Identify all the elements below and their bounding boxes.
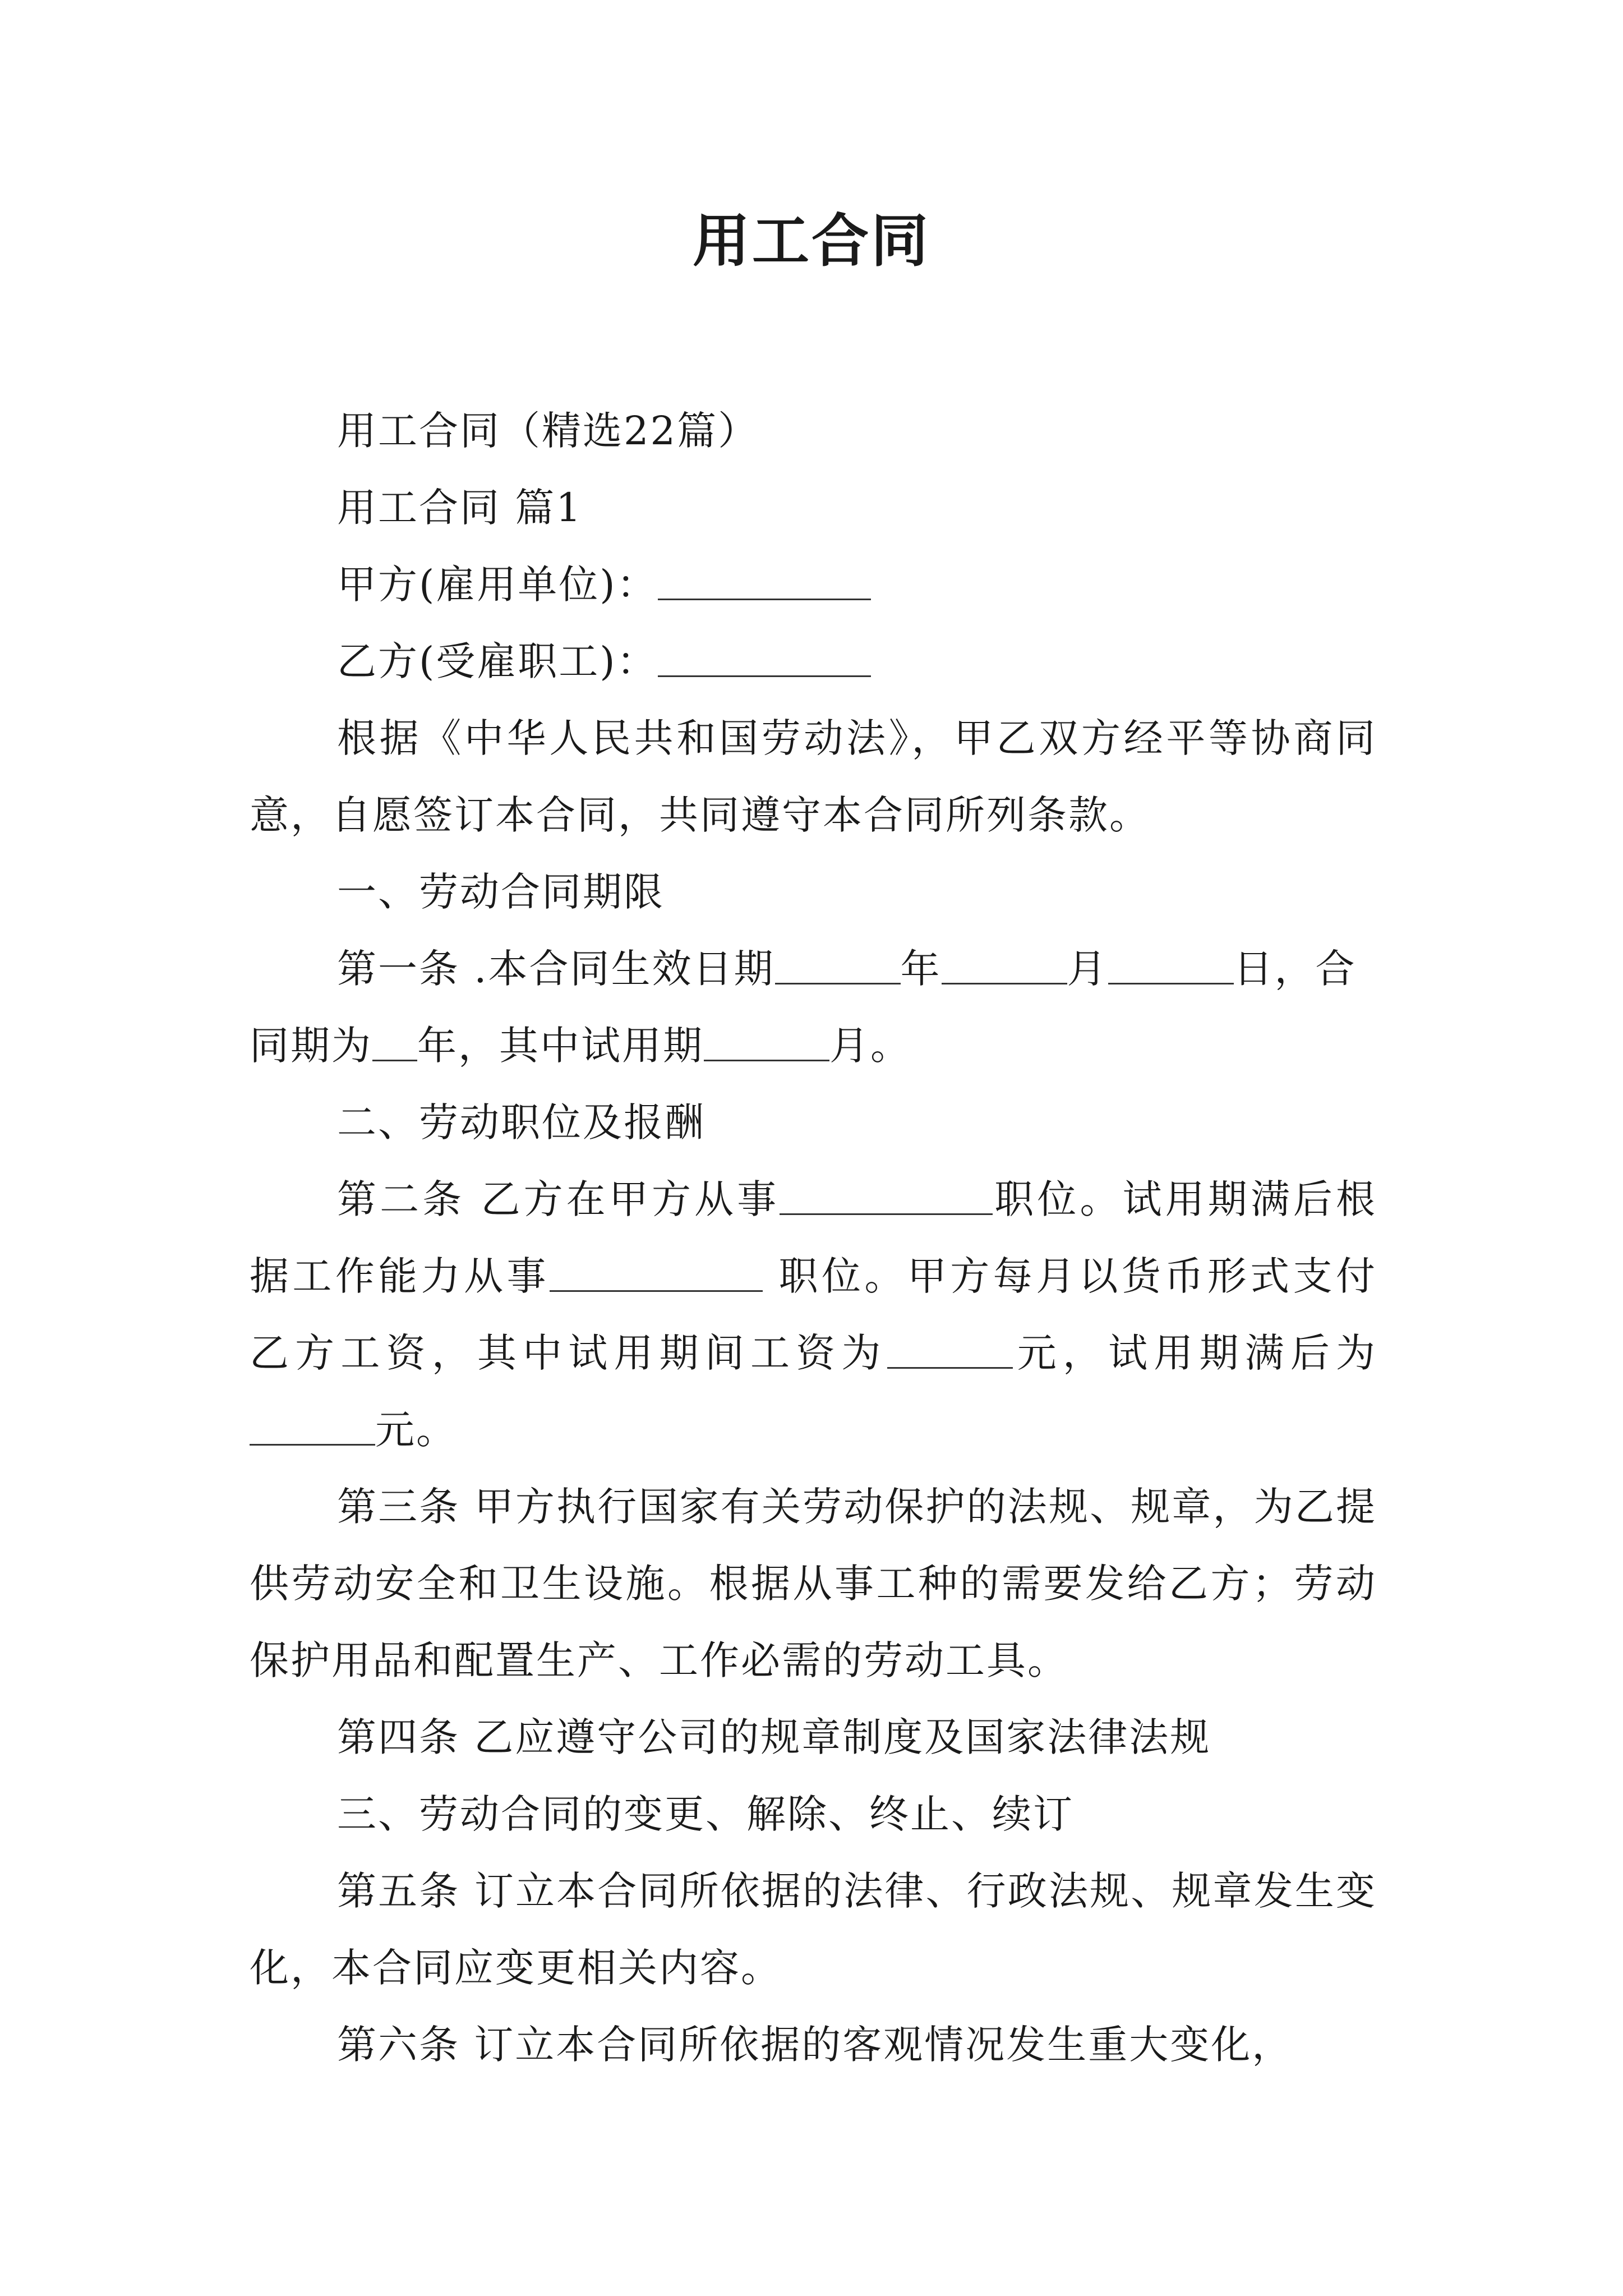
year-blank (775, 944, 901, 984)
chapter-3-heading-text: 三、劳动合同的变更、解除、终止、续订 (337, 1791, 1074, 1837)
article-5-paragraph (250, 1853, 1377, 2007)
preamble-text: 根据《中华人民共和国劳动法》，甲乙双方经平等协商同意，自愿签订本合同，共同遵守本合同所列条款。 (250, 715, 1377, 838)
doc-subtitle-text: 用工合同（精选22篇） (337, 408, 759, 454)
article-2-text-a: 第二条 乙方在甲方从事 (337, 1176, 780, 1222)
chapter-3-heading (250, 1776, 1377, 1853)
article-6-text: 第六条 订立本合同所依据的客观情况发生重大变化， (337, 2022, 1293, 2068)
party-a-blank (658, 559, 871, 600)
article-1-text-e: 年，其中试用期 (417, 1023, 704, 1069)
article-2-text-d: 元，试用期满后为 (1012, 1330, 1377, 1376)
probation-months-blank (704, 1020, 829, 1061)
term-years-blank (372, 1020, 417, 1061)
party-b-blank (658, 636, 871, 677)
later-position-blank (550, 1251, 763, 1292)
article-1-text-c: 月 (1067, 946, 1108, 992)
section-heading-text: 用工合同 篇1 (337, 485, 583, 531)
article-5-text: 第五条 订立本合同所依据的法律、行政法规、规章发生变化，本合同应变更相关内容。 (250, 1868, 1377, 1991)
article-2-text-e: 元。 (375, 1407, 457, 1453)
chapter-2-heading-text: 二、劳动职位及报酬 (337, 1099, 706, 1145)
article-2-text-c: 职位。甲方每月以货币形式支付乙方工资，其中试用期间工资为 (250, 1253, 1377, 1376)
position-blank (780, 1174, 993, 1215)
regular-wage-blank (250, 1405, 375, 1446)
article-4-paragraph (250, 1699, 1377, 1776)
article-1-text-b: 年 (900, 946, 942, 992)
article-3-paragraph (250, 1469, 1377, 1699)
chapter-1-heading (250, 854, 1377, 931)
chapter-1-heading-text: 一、劳动合同期限 (337, 869, 665, 915)
article-1-text-d: 日，合同期为 (250, 946, 1357, 1069)
section-heading (250, 470, 1377, 546)
party-a-line (250, 546, 1377, 623)
article-1-text-a: 第一条 .本合同生效日期 (337, 946, 775, 992)
party-a-label: 甲方(雇用单位)： (337, 562, 658, 608)
article-3-text: 第三条 甲方执行国家有关劳动保护的法规、规章，为乙提供劳动安全和卫生设施。根据从事工种的需要发给乙方；劳动保护用品和配置生产、工作必需的劳动工具。 (250, 1484, 1377, 1683)
chapter-2-heading (250, 1084, 1377, 1161)
probation-wage-blank (887, 1328, 1013, 1369)
article-1-text-f: 月。 (829, 1023, 911, 1069)
day-blank (1108, 944, 1234, 984)
party-b-label: 乙方(受雇职工)： (337, 638, 658, 684)
doc-subtitle (250, 393, 1377, 470)
article-2-paragraph (250, 1161, 1377, 1469)
document-title: 用工合同 (693, 208, 930, 275)
article-6-paragraph (250, 2007, 1377, 2083)
article-1-paragraph (250, 931, 1377, 1084)
month-blank (942, 944, 1067, 984)
preamble-paragraph (250, 700, 1377, 854)
article-2-text-b: 职位。试用期满后根据工作能力从事 (250, 1176, 1377, 1299)
party-b-line (250, 623, 1377, 700)
article-4-text: 第四条 乙应遵守公司的规章制度及国家法律法规 (337, 1714, 1211, 1760)
